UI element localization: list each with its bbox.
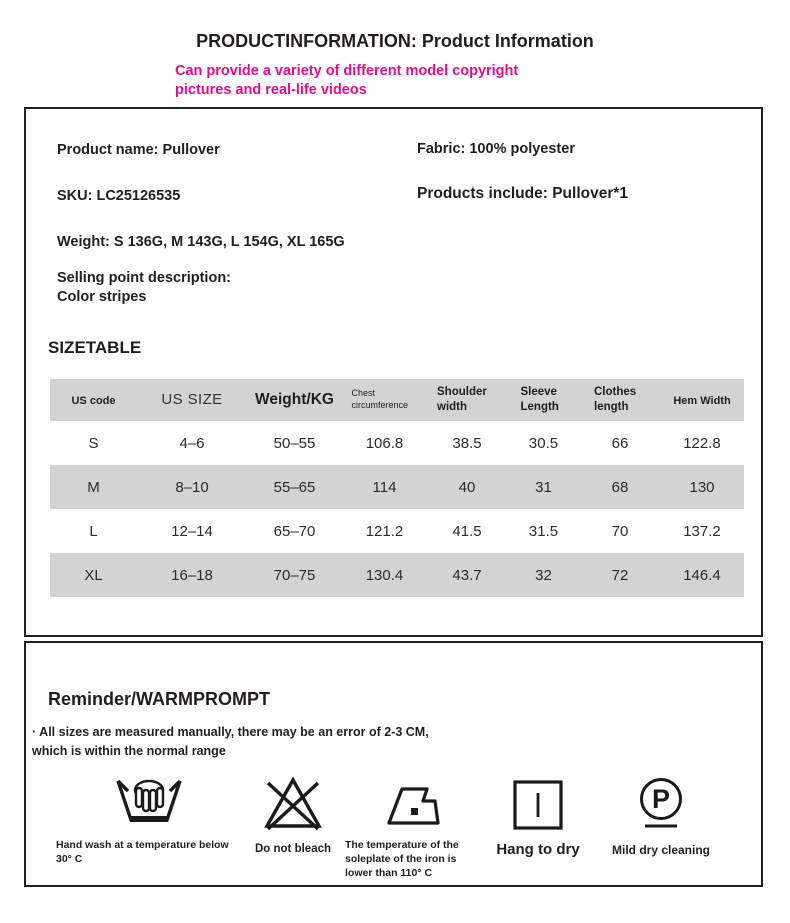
size-cell: 12–14 [171,522,213,540]
care-label: Do not bleach [254,843,332,855]
care-icons-row [56,766,726,881]
col-header-us-code: US code [71,395,116,407]
col-header-sleeve: Sleeve Length [520,386,559,413]
page-title: PRODUCTINFORMATION: Product Information [196,31,594,51]
size-table-row-m [50,465,744,509]
size-cell: 16–18 [137,553,247,597]
size-cell: 31.5 [528,522,559,540]
care-item-iron-low-temperature [345,766,480,881]
hand-wash-icon [56,766,241,832]
col-header-weight: Weight/KG [255,391,334,408]
size-cell: 66 [611,434,629,452]
size-cell: M [50,465,137,509]
size-cell: 70–75 [247,553,342,597]
care-item-do-not-bleach [249,766,337,858]
size-cell: 38.5 [452,434,482,452]
reminder-box [24,641,763,887]
size-cell: 68 [580,465,660,509]
product-sku: SKU: LC25126535 [57,188,181,204]
size-cell: 122.8 [683,434,721,452]
size-cell: 121.2 [365,522,404,540]
care-label: Mild dry cleaning [611,843,710,857]
size-cell: S [88,434,99,452]
size-cell: 40 [427,465,507,509]
product-name: Product name: Pullover [57,142,220,158]
care-label: The temperature of the soleplate of the iron is lower than 110° C [345,839,459,880]
care-label: Hang to dry [496,841,580,858]
care-item-mild-dry-cleaning [596,766,726,858]
care-label: Hand wash at a temperature below 30° C [56,839,229,866]
size-cell: 114 [342,465,427,509]
care-item-hand-wash [56,766,241,866]
size-cell: 41.5 [452,522,482,540]
size-table-title: SIZETABLE [48,338,142,357]
size-cell: 55–65 [247,465,342,509]
size-cell: 8–10 [137,465,247,509]
size-cell: 106.8 [365,434,404,452]
size-cell: 31 [507,465,580,509]
product-info-box [24,107,763,637]
size-cell: 4–6 [179,434,205,452]
size-table-header-row [50,379,744,421]
size-cell: 70 [611,522,629,540]
mild-dry-cleaning-icon [596,766,726,832]
size-cell: 130 [660,465,744,509]
size-cell: 32 [507,553,580,597]
size-cell: 146.4 [660,553,744,597]
product-weight: Weight: S 136G, M 143G, L 154G, XL 165G [57,234,345,250]
size-cell: XL [50,553,137,597]
size-cell: 65–70 [273,522,316,540]
size-table [50,379,744,597]
reminder-note: · All sizes are measured manually, there may be an error of 2-3 CM, which is within the normal range [32,725,429,758]
size-cell: 43.7 [427,553,507,597]
care-item-hang-to-dry [488,766,588,860]
col-header-chest: Chest circumference [351,388,409,410]
hang-to-dry-icon [488,766,588,832]
col-header-hem: Hem Width [673,395,731,407]
col-header-clothes-length: Clothes length [594,386,637,413]
col-header-shoulder: Shoulder width [437,386,487,413]
product-fabric: Fabric: 100% polyester [417,141,575,157]
size-cell: 137.2 [683,522,721,540]
size-cell: L [89,522,98,540]
page-subtitle: Can provide a variety of different model copyright pictures and real-life videos [175,63,519,99]
selling-point-value: Color stripes [57,289,147,305]
size-cell: 72 [580,553,660,597]
do-not-bleach-icon [249,766,337,832]
selling-point-label: Selling point description: [57,270,231,286]
size-table-row-l [50,509,744,553]
size-table-row-xl [50,553,744,597]
size-table-row-s [50,421,744,465]
size-cell: 50–55 [273,434,316,452]
size-cell: 30.5 [528,434,559,452]
products-include: Products include: Pullover*1 [417,185,629,202]
reminder-title: Reminder/WARMPROMPT [48,689,271,709]
iron-low-temperature-icon [345,766,480,832]
size-cell: 130.4 [342,553,427,597]
col-header-us-size: US SIZE [161,391,223,408]
dry-clean-letter: P [651,784,671,814]
